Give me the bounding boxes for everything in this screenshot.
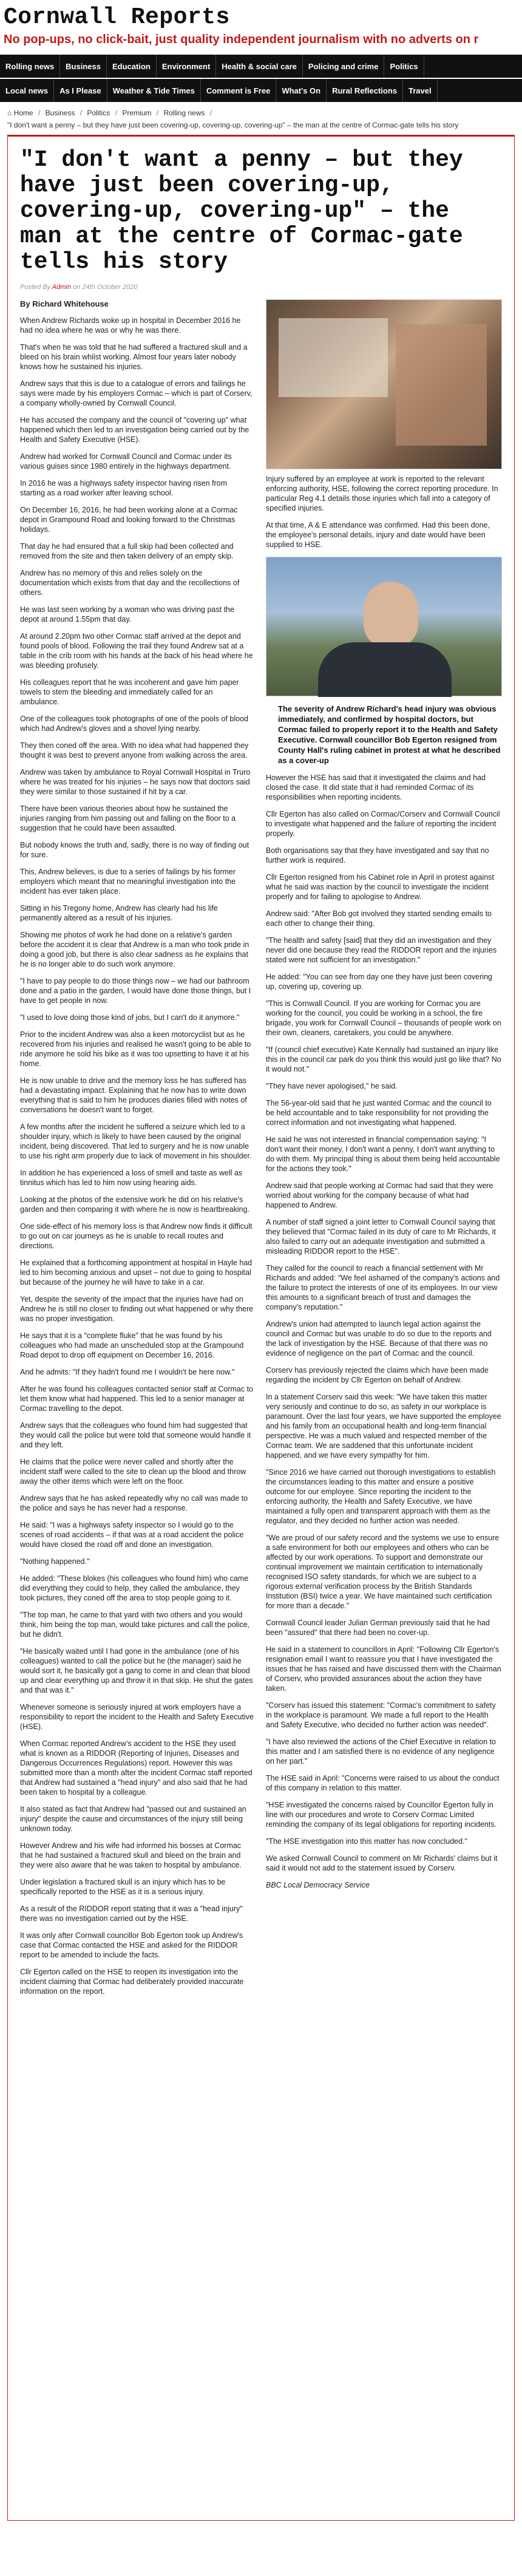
site-tagline: No pop-ups, no click-bait, just quality independent journalism with no adverts on r [4,33,479,46]
article-paragraph: When Cormac reported Andrew's accident to the HSE they used what is known as a RIDDOR (Reporting of Injuries, Diseases and Dangerous Occurrences Regulations) report. However this was submitted more than a month after the incident Cormac staff reported that Andrew had sustained a "head injury" and also said that he had been taken to hospital by a colleague. [20,1739,253,1796]
nav-weather-tide[interactable]: Weather & Tide Times [107,79,201,102]
left-column [20,299,254,2003]
breadcrumb-premium[interactable]: Premium [122,109,152,117]
right-column [266,299,502,2003]
article-paragraph: Andrew said: "After Bob got involved they started sending emails to each other to change their thing. [266,909,492,928]
article-paragraph: "I used to love doing those kind of jobs, but I can't do it anymore." [20,1013,240,1022]
article-paragraph: Showing me photos of work he had done on a relative's garden before the accident it is clear that Andrew is a man who took pride in doing a good job, but there is also clear sadness as he explains that he is no longer able to do such work anymore. [20,931,249,968]
nav-travel[interactable]: Travel [403,79,438,102]
breadcrumb-sep: / [115,109,118,117]
article-paragraph: They called for the council to reach a financial settlement with Mr Richards and added: "We feel ashamed of the company's actions and the failure to protect the interests of one of its employees. In our view this amounts to a significant breach of trust and damages the company's reputation." [266,1264,500,1311]
article-paragraph: The 56-year-old said that he just wanted Cormac and the council to be held accountable and to take responsibility for not providing the correct information and not investigating what happened. [266,1099,492,1127]
nav-politics[interactable]: Politics [384,55,424,78]
article-paragraph: "This is Cornwall Council. If you are working for Cormac you are working for the council, you could be working in a school, the fire brigade, you work for Cornwall Council – thousands of people work on their own, cleaners, caretakers, you could be anywhere. [266,999,501,1037]
article-paragraph: A number of staff signed a joint letter to Cornwall Council saying that they believed that "Cormac failed in its duty of care to Mr Richards, it also failed to carry out an adequate investigation and submitted a misleading RIDDOR report to the HSE". [266,1218,496,1256]
nav-whats-on[interactable]: What's On [276,79,327,102]
article-paragraph: "I have also reviewed the actions of the Chief Executive in relation to this matter and I am satisfied there is no evidence of any negligence on her part." [266,1738,496,1765]
article-paragraph: "They have never apologised," he said. [266,1082,398,1090]
article-paragraph: Cllr Egerton has also called on Cormac/Corserv and Cornwall Council to investigate what happened and the failure of reporting the incident properly. [266,810,500,838]
article-paragraph: A few months after the incident he suffered a seizure which led to a shoulder injury, which is likely to have been caused by the original incident, being discovered. That led to surgery and he is now unable to use his right arm properly due to lack of movement in his shoulder. [20,1123,252,1160]
nav-health-social-care[interactable]: Health & social care [216,55,303,78]
article-paragraph: He said he was not interested in financial compensation saying: "I don't want their money, I don't want a penny, I don't want anything to do with them. My principal thing is about them being held accountable for the actions they took." [266,1135,500,1173]
article-paragraph: In a statement Corserv said this week: "We have taken this matter very seriously and continue to do so, as safety in our workplace is paramount. Over the last four years, we have supported the employee and his family from an occupational health and long-term financial perspective. He was a much valued and respected member of the Cormac team. We are saddened that this unfortunate incident happened, and we have every sympathy for him. [266,1393,501,1460]
article-paragraph: As a result of the RIDDOR report stating that it was a "head injury" there was no investigation carried out by the HSE. [20,1905,243,1923]
article-paragraph: "The health and safety [said] that they did an investigation and they never did one because they read the RIDDOR report and the injuries stated were not sufficient for an investigation." [266,936,497,964]
article-paragraph: Under legislation a fractured skull is an injury which has to be specifically reported to the HSE as it is a serious injury. [20,1878,226,1896]
article-columns [20,299,502,2003]
photo-panel [396,324,487,446]
breadcrumb-business[interactable]: Business [45,109,75,117]
source-credit: BBC Local Democracy Service [266,1881,370,1889]
portrait-photo [266,557,502,696]
riddor-document-photo [266,299,502,469]
article-paragraph: He said in a statement to councillors in April: "Following Cllr Egerton's resignation email I want to reassure you that I have investigated the issues that he has raised and have discussed them with the Chairman of Corserv, who provided assurances about the action they have taken. [266,1645,501,1693]
article-paragraph: Cornwall Council leader Julian German previously said that he had been "assured" that there had been no cover-up. [266,1619,490,1637]
breadcrumb [0,102,522,120]
article-meta [20,284,502,291]
article-paragraph: Looking at the photos of the extensive work he did on his relative's garden and then comparing it with where he is now is heartbreaking. [20,1195,249,1214]
article-paragraph: Sitting in his Tregony home, Andrew has clearly had his life permanently altered as a result of his injuries. [20,904,218,922]
breadcrumb-sep: / [80,109,83,117]
photo-panel [279,318,388,397]
nav-rolling-news[interactable]: Rolling news [0,55,60,78]
article-paragraph: In addition he has experienced a loss of smell and taste as well as tinnitus which has led to him now using hearing aids. [20,1169,243,1187]
article-paragraph: Both organisations say that they have investigated and say that no further work is required. [266,846,489,865]
breadcrumb-rolling-news[interactable]: Rolling news [163,109,205,117]
article-paragraph: Cllr Egerton resigned from his Cabinet role in April in protest against what he said was inaction by the council to investigate the incident properly and for failing to apologise to Andrew. [266,873,494,901]
article-paragraph: This, Andrew believes, is due to a series of failings by his former employers which meant that no meaningful investigation into the incident has ever taken place. [20,868,236,895]
article-paragraph: Andrew said that people working at Cormac had said that they were worried about working for the company because of what had happened to Andrew. [266,1181,493,1209]
home-icon: ⌂ [7,109,12,117]
photo-body-shape [318,642,452,697]
article-paragraph: When Andrew Richards woke up in hospital in December 2016 he had no idea where he was or why he was there. [20,316,241,335]
article-paragraph: And he admits: "If they hadn't found me I wouldn't be here now." [20,1368,235,1376]
article-paragraph: Andrew says that the colleagues who found him had suggested that they would call the police but were told that someone would handle it and they left. [20,1421,251,1449]
article-paragraph: Andrew had worked for Cornwall Council and Cormac under its various guises since 1980 entirely in the highways department. [20,452,232,471]
article-paragraph: Andrew's union had attempted to launch legal action against the council and Cormac but was unable to do so due to the reports and the lack of investigation by the HSE. Because of that there was no evidence of negligence on the part of Cormac and the council. [266,1320,492,1358]
article-paragraph: His colleagues report that he was incoherent and gave him paper towels to stem the bleeding and immediately called for an ambulance. [20,678,239,706]
article-paragraph: Cllr Egerton called on the HSE to reopen its investigation into the incident claiming that Cormac had deliberately provided inaccurate information on the report. [20,1968,244,1996]
article-paragraph: That's when he was told that he had suffered a fractured skull and a bleed on his brain whilst working. Almost four years later nobody knows how he sustained his injuries. [20,343,248,371]
primary-nav [0,55,522,78]
article-paragraph: Andrew has no memory of this and relies solely on the documentation which exists from that day and the recollections of others. [20,569,240,597]
nav-business[interactable]: Business [60,55,107,78]
document-caption [266,474,502,549]
article-paragraph: "If (council chief executive) Kate Kennally had sustained an injury like this in the council car park do you think this would just go like that? No it would not." [266,1045,501,1073]
article-paragraph: One of the colleagues took photographs of one of the pools of blood which had Andrew's gloves and a shovel lying nearby. [20,715,248,733]
article-paragraph: Andrew says that this is due to a catalogue of errors and failings he says were made by his employers Cormac – which is part of Corserv, a company wholly-owned by Cornwall Council. [20,379,253,407]
article-paragraph: At around 2.20pm two other Cormac staff arrived at the depot and found pools of blood. Following the trail they found Andrew sat at a table in the crib room with his hands at the back of his head where he was bleeding profusely. [20,632,253,670]
article-paragraph: He explained that a forthcoming appointment at hospital in Hayle had led to him becoming anxious and upset – not due to going to hospital but because of the journey he will have to take in a car. [20,1259,253,1286]
secondary-nav [0,79,522,102]
site-title[interactable]: Cornwall Reports [4,4,230,30]
nav-local-news[interactable]: Local news [0,79,54,102]
meta-prefix: Posted By [20,284,51,291]
article-paragraph: Andrew says that he has asked repeatedly why no call was made to the police and says he has never had a response. [20,1494,248,1512]
article-paragraph: In 2016 he was a highways safety inspector having risen from starting as a road worker after leaving school. [20,479,228,497]
nav-environment[interactable]: Environment [157,55,216,78]
nav-as-i-please[interactable]: As I Please [54,79,107,102]
article-paragraph: One side-effect of his memory loss is that Andrew now finds it difficult to go out on car journeys as he is unable to recall routes and directions. [20,1222,253,1250]
article-paragraph: On December 16, 2016, he had been working alone at a Cormac depot in Grampound Road and looking forward to the Christmas holidays. [20,506,238,534]
pull-quote: The severity of Andrew Richard's head injury was obvious immediately, and confirmed by hospital doctors, but Cormac failed to properly report it to the Health and Safety Executive. Cornwall councillor Bob Egerton resigned from County Hall's ruling cabinet in protest at what he described as a cover-up [278,704,501,765]
breadcrumb-home[interactable]: Home [13,109,33,117]
article-paragraph: "Since 2016 we have carried out thorough investigations to establish the circumstances leading to this matter and ensure a positive outcome for our employee. Since reporting the incident to the enforcing authority, the Health and Safety Executive, we have maintained a fully open and transparent approach with them as the regulator, and they decided no further action was needed. [266,1468,496,1525]
article-paragraph: But nobody knows the truth and, sadly, there is no way of finding out for sure. [20,841,249,859]
article-paragraph: "The HSE investigation into this matter has now concluded." [266,1837,467,1846]
article-paragraph: Prior to the incident Andrew was also a keen motorcyclist but as he recovered from his injuries and realised he wasn't going to be able to ride anymore he sold his bike as it was too upsetting to have it at his home. [20,1030,251,1068]
article-paragraph: There have been various theories about how he sustained the injuries ranging from him passing out and falling on the floor to a suggestion that he could have been assaulted. [20,804,236,832]
article-paragraph: He added: "You can see from day one they have just been covering up, covering up, covering up. [266,973,492,991]
article-paragraph: He says that it is a "complete fluke" that he was found by his colleagues who had made an unscheduled stop at the Grampound Road depot to drop off equipment on December 16, 2016. [20,1331,244,1359]
article-paragraph: We asked Cornwall Council to comment on Mr Richards' claims but it said it would not add to the statement issued by Corserv. [266,1854,498,1872]
article-paragraph: The HSE said in April: "Concerns were raised to us about the conduct of this company in relation to this matter. [266,1774,500,1792]
article-paragraph: Yet, despite the severity of the impact that the injuries have had on Andrew he is still no closer to finding out what happened or why there was no proper investigation. [20,1295,254,1323]
photo-head-shape [364,582,418,648]
article-headline: "I don't want a penny – but they have just been covering-up, covering-up, covering-up" – the man at the centre of Cormac-gate tells his story [20,147,463,275]
nav-education[interactable]: Education [107,55,157,78]
meta-date: on 24th October 2020 [73,284,138,291]
caption-text: Injury suffered by an employee at work is reported to the relevant enforcing authority, HSE, following the correct reporting procedure. In particular Reg 4.1 details those injuries which fall into a category of specified injuries. [266,475,498,512]
article-paragraph: "The top man, he came to that yard with two others and you would think, him being the top man, would take pictures and call the police, but he didn't. [20,1611,249,1639]
nav-comment-free[interactable]: Comment is Free [201,79,276,102]
article-paragraph: It was only after Cornwall councillor Bob Egerton took up Andrew's case that Cormac contacted the HSE and asked for the RIDDOR report to be amended to include the facts. [20,1931,243,1959]
article-paragraph: "Corserv has issued this statement: "Cormac's commitment to safety in the workplace is paramount. We made a full report to the Health and Safety Executive, who decided no further action was needed". [266,1701,496,1729]
breadcrumb-current: "I don't want a penny – but they have just been covering-up, covering-up, covering-up" – the man at the centre of Cormac-gate tells his story [7,121,459,129]
breadcrumb-sep: / [38,109,41,117]
article-paragraph: He added: "These blokes (his colleagues who found him) who came did everything they could to help, they called the ambulance, they took pictures, they coned off the area to stop people going to it. [20,1574,249,1602]
meta-author-link[interactable]: Admin [52,284,71,291]
article-paragraph: "HSE investigated the concerns raised by Councillor Egerton fully in line with our procedures and wrote to Corserv Cormac Limited reminding the company of its legal obligations for reporting incidents. [266,1801,497,1829]
article-paragraph: "We are proud of our safety record and the systems we use to ensure a safe environment for both our employees and others who can be affected by our work operations. To support and demonstrate our continual improvement we maintain certification to internationally recognised ISO safety standards, for which we are subject to a rigorous external verification process by the British Standards Institution (BSI) twice a year. We have maintained such certification for more than a decade." [266,1534,500,1610]
article-paragraph: He claims that the police were never called and shortly after the incident staff were called to the site to clean up the blood and throw away the other items which were left on the floor. [20,1458,246,1486]
breadcrumb-politics[interactable]: Politics [87,109,110,117]
article-paragraph: "I have to pay people to do those things now – we had our bathroom done and a patio in the garden, I would have done those things, but I have to get people in now. [20,977,251,1005]
article-paragraph: Corserv has previously rejected the claims which have been made regarding the incident by Cllr Egerton on behalf of Andrew. [266,1366,489,1384]
article-paragraph: After he was found his colleagues contacted senior staff at Cormac to let them know what had happened. This led to a senior manager at Cormac travelling to the depot. [20,1385,254,1413]
article-container [7,135,515,2521]
article-paragraph: He has accused the company and the council of "covering up" what happened which then led to an investigation being carried out by the Health and Safety Executive (HSE). [20,416,249,444]
article-paragraph: That day he had ensured that a full skip had been collected and removed from the site and then taken delivery of an empty skip. [20,542,234,560]
nav-rural-reflections[interactable]: Rural Reflections [327,79,403,102]
article-byline: By Richard Whitehouse [20,299,109,308]
article-paragraph: Whenever someone is seriously injured at work employers have a responsibility to report the incident to the Health and Safety Executive (HSE). [20,1703,254,1731]
article-paragraph: He said: "I was a highways safety inspector so I would go to the scenes of road accidents – if that was at a road accident the police would have closed the road off and done an investigation. [20,1521,244,1549]
breadcrumb-sep: / [156,109,159,117]
article-paragraph: He was last seen working by a woman who was driving past the depot at around 1.55pm that day. [20,605,234,624]
nav-policing-crime[interactable]: Policing and crime [303,55,385,78]
masthead [0,0,522,50]
article-paragraph: "He basically waited until I had gone in the ambulance (one of his colleagues) wanted to call the police but he (the manager) said he would sort it, he basically got a gang to come in and clean that blood up and clear everything up and throw it in that skip. He shut the gates and that was it." [20,1647,253,1694]
article-paragraph: It also stated as fact that Andrew had "passed out and sustained an injury" despite the cause and circumstances of the injury still being unknown today. [20,1805,246,1833]
article-paragraph: However the HSE has said that it investigated the claims and had closed the case. It did state that it had reminded Cormac of its responsibilities when reporting incidents. [266,773,486,801]
article-paragraph: "Nothing happened." [20,1557,90,1566]
article-paragraph: They then coned off the area. With no idea what had happened they thought it was best to prevent anyone from walking across the area. [20,741,249,760]
article-paragraph: However Andrew and his wife had informed his bosses at Cormac that he had sustained a fractured skull and bleed on the brain and they were also aware that he was taken to hospital by ambulance. [20,1841,242,1869]
breadcrumb-sep: / [209,109,212,117]
caption-text: At that time, A & E attendance was confirmed. Had this been done, the employee's personal details, injury and date would have been supplied to HSE. [266,521,490,549]
article-paragraph: Andrew was taken by ambulance to Royal Cornwall Hospital in Truro where he was treated for his injuries – he says now that doctors said they were similar to those sustained if hit by a car. [20,768,251,796]
article-paragraph: He is now unable to drive and the memory loss he has suffered has had a devastating impact. Explaining that he now has to write down everything that is said to him he produces diaries filled with notes of conversations he doesn't want to forget. [20,1076,247,1114]
